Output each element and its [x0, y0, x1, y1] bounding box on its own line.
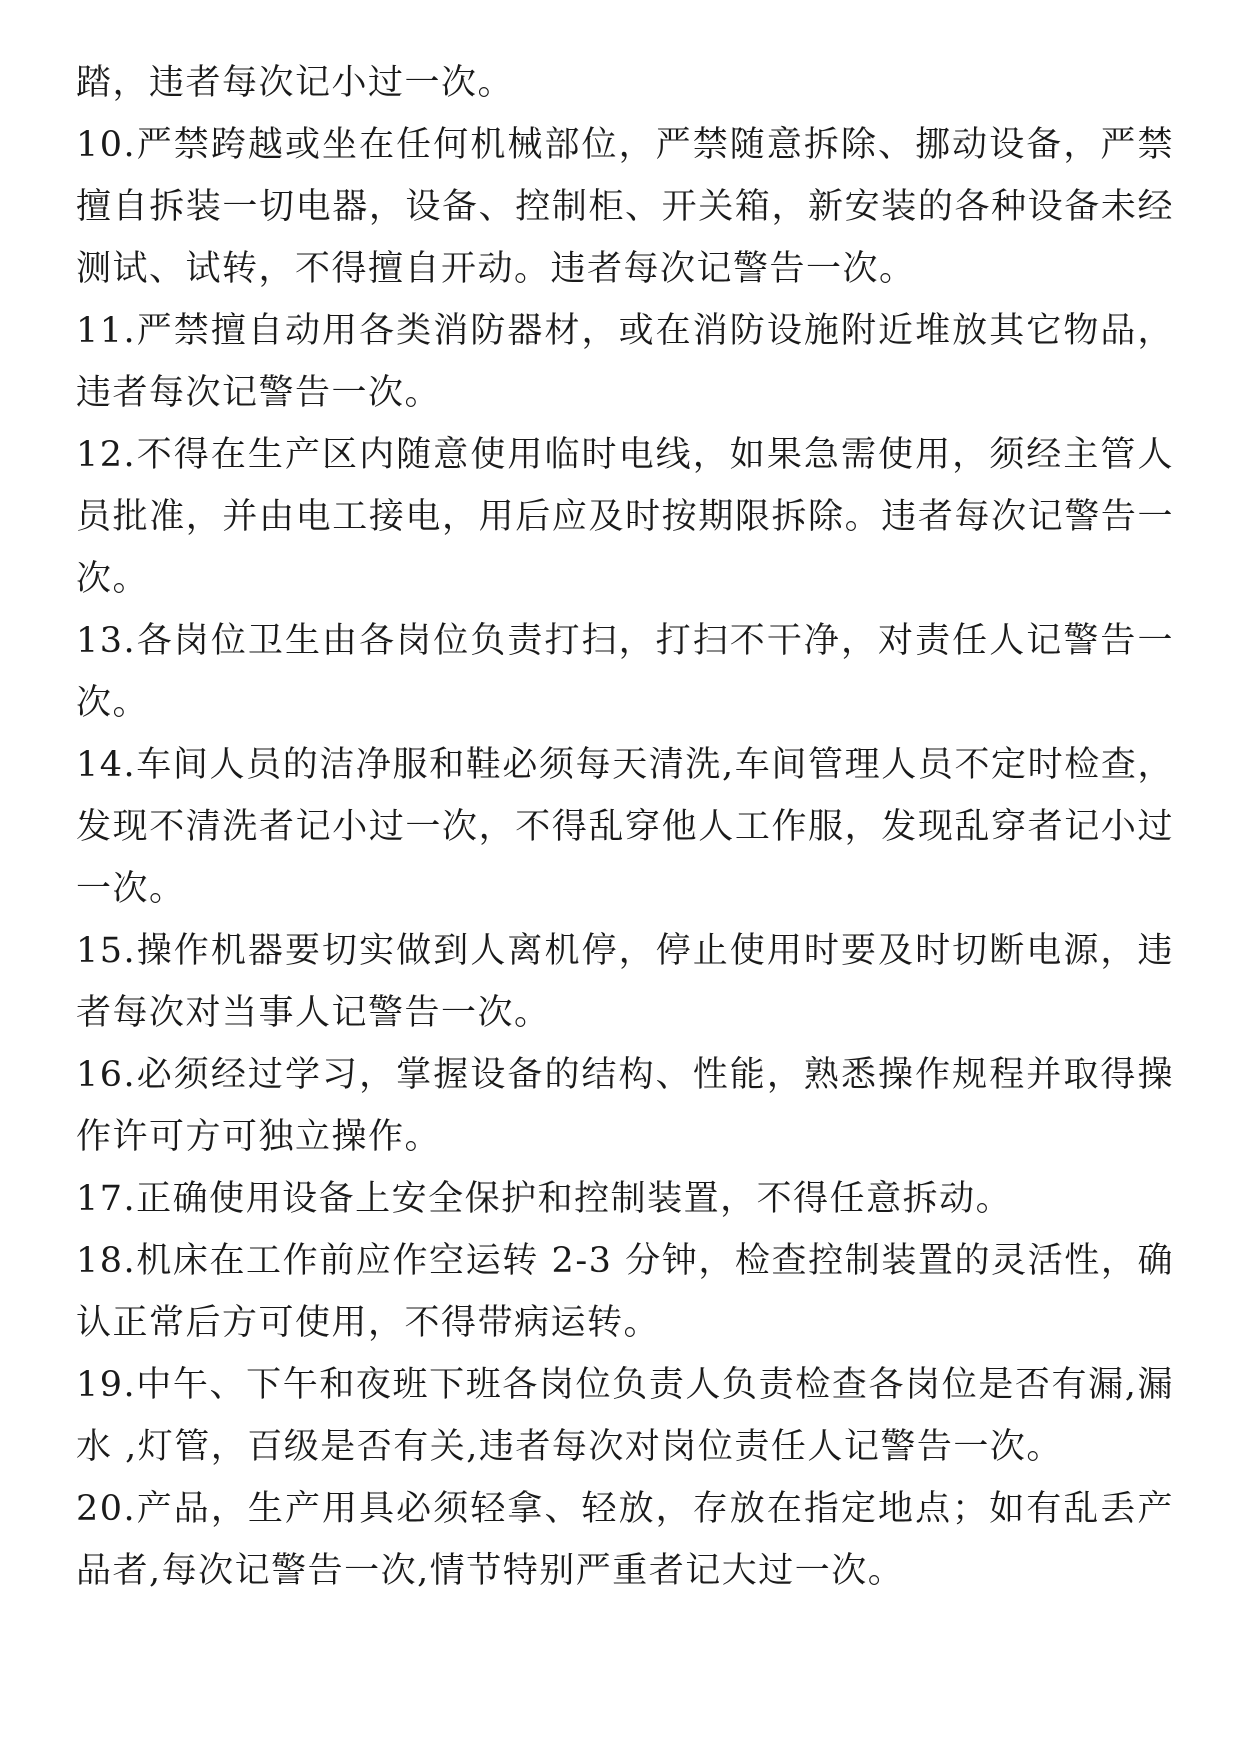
- paragraph-continuation: 踏，违者每次记小过一次。: [76, 63, 515, 103]
- rule-10: 10.严禁跨越或坐在任何机械部位，严禁随意拆除、挪动设备，严禁擅自拆装一切电器，设备、控制柜、开关箱，新安装的各种设备未经测试、试转，不得擅自开动。违者每次记警告一次。: [76, 125, 1174, 289]
- rule-16: 16.必须经过学习，掌握设备的结构、性能，熟悉操作规程并取得操作许可方可独立操作。: [76, 1055, 1174, 1157]
- rule-17: 17.正确使用设备上安全保护和控制装置，不得任意拆动。: [76, 1179, 1013, 1219]
- document-body: [76, 52, 1174, 1602]
- rule-15: 15.操作机器要切实做到人离机停，停止使用时要及时切断电源，违者每次对当事人记警告一次。: [76, 931, 1174, 1033]
- rule-19: 19.中午、下午和夜班下班各岗位负责人负责检查各岗位是否有漏,漏水 ,灯管，百级是否有关,违者每次对岗位责任人记警告一次。: [76, 1365, 1174, 1467]
- rule-11: 11.严禁擅自动用各类消防器材，或在消防设施附近堆放其它物品，违者每次记警告一次。: [76, 311, 1174, 413]
- rule-13: 13.各岗位卫生由各岗位负责打扫，打扫不干净，对责任人记警告一次。: [76, 621, 1174, 723]
- rule-18: 18.机床在工作前应作空运转 2-3 分钟，检查控制装置的灵活性，确认正常后方可使用，不得带病运转。: [76, 1241, 1174, 1343]
- rule-14: 14.车间人员的洁净服和鞋必须每天清洗,车间管理人员不定时检查，发现不清洗者记小过一次，不得乱穿他人工作服，发现乱穿者记小过一次。: [76, 745, 1174, 909]
- rule-12: 12.不得在生产区内随意使用临时电线，如果急需使用，须经主管人员批准，并由电工接电，用后应及时按期限拆除。违者每次记警告一次。: [76, 435, 1174, 599]
- rule-20: 20.产品，生产用具必须轻拿、轻放，存放在指定地点；如有乱丢产品者,每次记警告一次,情节特别严重者记大过一次。: [76, 1489, 1174, 1591]
